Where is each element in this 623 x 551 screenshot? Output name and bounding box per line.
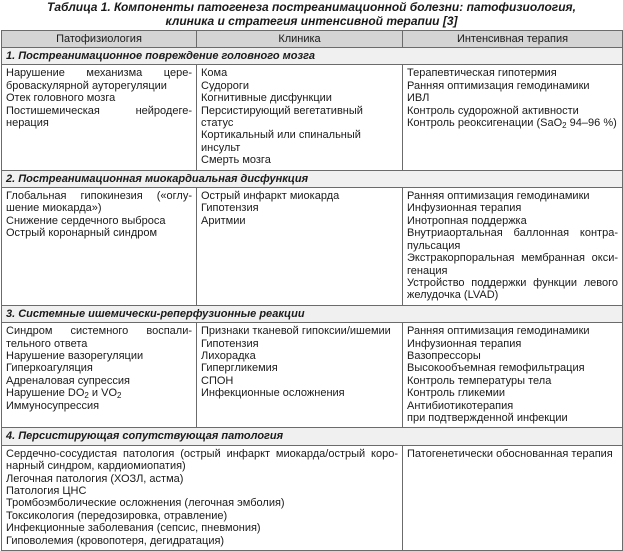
therapy-cell — [403, 323, 623, 428]
list-item: Контроль гликемии — [407, 387, 506, 400]
list-item: Судороги — [201, 79, 250, 92]
list-item: Адреналовая супрессия — [6, 374, 130, 387]
list-item: Инфузионная терапия — [407, 202, 522, 215]
caption-line-2: клиника и стратегия интенсивной терапии [3] — [165, 14, 458, 28]
patho-cell — [2, 323, 197, 428]
table-row — [2, 323, 623, 428]
list-item: при подтвержденной инфекции — [407, 411, 568, 424]
list-item: Нарушение механизма цере- — [6, 67, 192, 80]
list-item: Постишемическая нейродеге- — [6, 104, 192, 117]
therapy-cell — [403, 188, 623, 306]
section-title-2: 2. Постреанимационная миокардиальная дисфункция — [2, 170, 623, 187]
patho-cell — [2, 188, 197, 306]
section-title-1: 1. Постреанимационное повреждение головного мозга — [2, 48, 623, 65]
list-item: Острый инфаркт миокарда — [201, 190, 340, 203]
caption-line-1: Таблица 1. Компоненты патогенеза постреанимационной болезни: патофизиология, — [47, 0, 576, 14]
list-item: Устройство поддержки функции левого — [407, 276, 618, 289]
list-item: Кортикальный или спинальный инсульт — [201, 129, 361, 154]
list-item: Контроль реоксигенации (SaO$_2$ 94–96 %) — [407, 117, 617, 131]
table-row — [2, 445, 623, 550]
table-row — [2, 65, 623, 170]
list-item: СПОН — [201, 374, 234, 387]
list-item: Патология ЦНС — [6, 485, 87, 497]
list-item: Тромбоэмболические осложнения (легочная эмболия) — [6, 497, 285, 510]
list-item: Гипотензия — [201, 337, 259, 350]
list-item: Снижение сердечного выброса — [6, 214, 166, 227]
list-item: Внутриаортальная баллонная контра- — [407, 227, 618, 240]
section-header-1 — [2, 48, 623, 65]
list-item: Высокообъемная гемофильтрация — [407, 362, 585, 375]
list-item: Контроль температуры тела — [407, 374, 552, 387]
clinic-cell — [197, 323, 403, 428]
list-item: Инфекционные осложнения — [201, 387, 345, 400]
section-header-4 — [2, 428, 623, 445]
list-item: Нарушение $DO_2$ и $VO_2$ — [6, 387, 122, 401]
list-item: нарный синдром, кардиомиопатия) — [6, 460, 186, 473]
header-pathophysiology: Патофизиология — [2, 31, 197, 48]
list-item: Экстракорпоральная мембранная окси- — [407, 252, 618, 265]
list-item: Признаки тканевой гипоксии/ишемии — [201, 325, 391, 338]
list-item: нерация — [6, 117, 49, 130]
list-item: шение миокарда») — [6, 202, 102, 215]
section-header-2 — [2, 170, 623, 187]
section-title-3: 3. Системные ишемически-реперфузионные реакции — [2, 305, 623, 322]
list-item: ИВЛ — [407, 92, 430, 105]
list-item: Когнитивные дисфункции — [201, 92, 332, 105]
list-item: Токсикология (передозировка, отравление) — [6, 509, 228, 522]
list-item: Сердечно-сосудистая патология (острый инфаркт миокарда/острый коро- — [6, 447, 398, 460]
list-item: Гиперкоагуляция — [6, 362, 93, 375]
list-item: Острый коронарный синдром — [6, 227, 158, 240]
list-item: Гипергликемия — [201, 362, 278, 375]
list-item: Легочная патология (ХОЗЛ, астма) — [6, 472, 184, 485]
list-item: Терапевтическая гипотермия — [407, 67, 557, 80]
header-row — [2, 31, 623, 48]
list-item: Иммуносупрессия — [6, 399, 100, 412]
list-item: генация — [407, 264, 448, 277]
list-item: Ранняя оптимизация гемодинамики — [407, 79, 590, 92]
list-item: Гиповолемия (кровопотеря, дегидратация) — [6, 534, 225, 547]
list-item: пульсация — [407, 239, 461, 252]
list-item: Инфекционные заболевания (сепсис, пневмония) — [6, 522, 261, 535]
list-item: Аритмии — [201, 214, 246, 227]
pathogenesis-table — [1, 30, 623, 551]
list-item: Антибиотикотерапия — [407, 399, 514, 412]
list-item: Ранняя оптимизация гемодинамики — [407, 190, 590, 203]
list-item: Кома — [201, 67, 228, 80]
list-item: Глобальная гипокинезия («оглу- — [6, 190, 192, 203]
list-item: Инфузионная терапия — [407, 337, 522, 350]
table-caption — [0, 0, 623, 28]
list-item: Контроль судорожной активности — [407, 104, 579, 117]
list-item: Лихорадка — [201, 349, 256, 362]
clinic-cell — [197, 188, 403, 306]
list-item: Патогенетически обоснованная терапия — [407, 447, 613, 460]
therapy-cell — [403, 65, 623, 170]
therapy-cell — [403, 445, 623, 550]
list-item: Синдром системного воспали- — [6, 325, 192, 338]
header-clinic: Клиника — [197, 31, 403, 48]
list-item: Инотропная поддержка — [407, 214, 527, 227]
list-item: тельного ответа — [6, 337, 88, 350]
list-item: Ранняя оптимизация гемодинамики — [407, 325, 590, 338]
list-item: Вазопрессоры — [407, 349, 481, 362]
section-title-4: 4. Персистирующая сопутствующая патология — [2, 428, 623, 445]
table-row — [2, 188, 623, 306]
patho-cell — [2, 65, 197, 170]
list-item: желудочка (LVAD) — [407, 289, 499, 302]
list-item: Смерть мозга — [201, 154, 271, 167]
list-item: Персистирующий вегетативный статус — [201, 104, 363, 130]
clinic-cell — [197, 65, 403, 170]
header-therapy: Интенсивная терапия — [403, 31, 623, 48]
list-item: Отек головного мозга — [6, 92, 116, 105]
list-item: Нарушение вазорегуляции — [6, 349, 144, 362]
section-header-3 — [2, 305, 623, 322]
patho-cell — [2, 445, 403, 550]
list-item: Гипотензия — [201, 202, 259, 215]
list-item: броваскулярной ауторегуляции — [6, 79, 167, 92]
